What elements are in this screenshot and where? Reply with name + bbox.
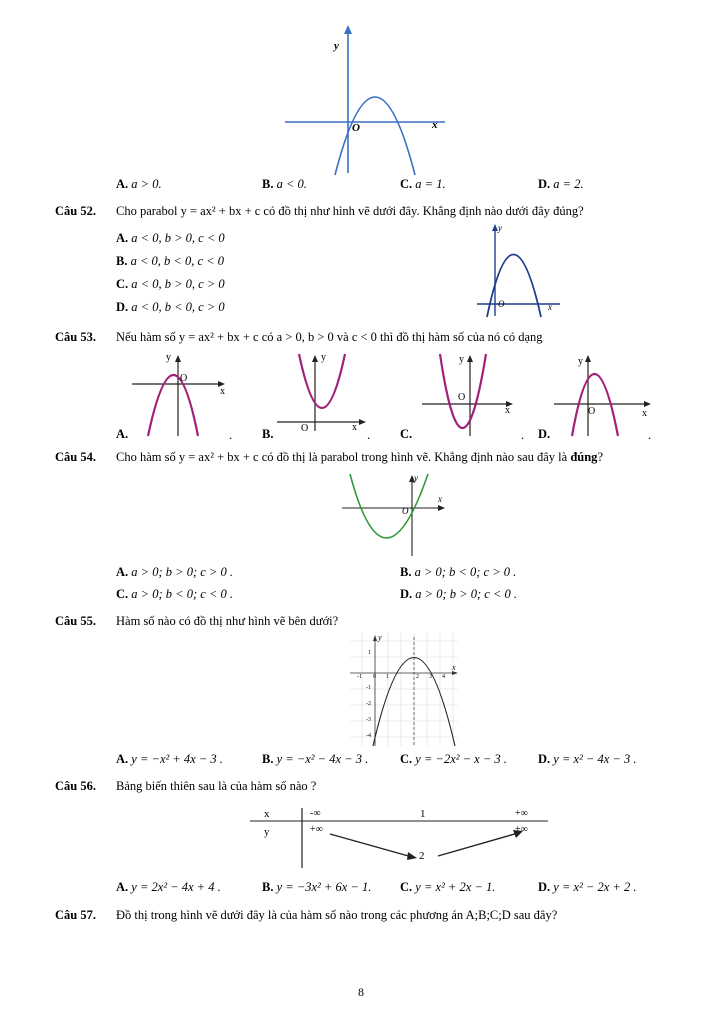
- answer-letter: C.: [116, 587, 129, 601]
- q54-answer-d[interactable]: [400, 587, 517, 602]
- answer-text: a < 0.: [276, 177, 307, 191]
- answer-text: a = 1.: [415, 177, 446, 191]
- answer-letter: B.: [116, 254, 128, 268]
- q56-table-x-1: 1: [420, 808, 426, 820]
- q53-b-origin-label: O: [301, 423, 309, 434]
- q54-graph-origin-label: O: [402, 506, 409, 516]
- q55-tick-y-neg4: -4: [366, 733, 371, 739]
- q53-c-origin-label: O: [458, 392, 466, 403]
- q56-answer-a[interactable]: [116, 880, 221, 895]
- q55-answer-a[interactable]: [116, 752, 223, 767]
- q53-b-x-label: x: [352, 422, 357, 433]
- answer-text: y = x² − 4x − 3 .: [553, 752, 637, 766]
- q53-a-x-label: x: [220, 386, 225, 397]
- q55-tick-y-1: 1: [368, 650, 371, 656]
- q53-graph-c: [420, 352, 520, 437]
- q56-table-x-label: x: [264, 808, 270, 820]
- answer-text: a > 0.: [131, 177, 162, 191]
- q53-d-dot: .: [648, 428, 652, 442]
- q52-answer-d[interactable]: [116, 300, 225, 315]
- q54-text-bold: đúng: [570, 450, 598, 464]
- q51-answer-a[interactable]: [116, 177, 162, 192]
- q56-answer-c[interactable]: [400, 880, 495, 895]
- q52-answer-c[interactable]: [116, 277, 225, 292]
- q51-answer-c[interactable]: [400, 177, 446, 192]
- q55-tick-y-neg2: -2: [366, 701, 371, 707]
- answer-letter: A.: [116, 177, 129, 191]
- q53-b-y-label: y: [321, 352, 326, 363]
- answer-text: y = x² − 2x + 2 .: [553, 880, 637, 894]
- q55-tick-x-0: 0: [373, 674, 376, 680]
- answer-text: a < 0, b < 0, c > 0: [131, 300, 225, 314]
- q54-text-before: Cho hàm số y = ax² + bx + c có đồ thị là parabol trong hình vẽ. Khẳng định nào sau đây là: [116, 450, 571, 464]
- q53-number: Câu 53.: [55, 330, 96, 344]
- answer-letter: C.: [400, 752, 413, 766]
- q56-table-x-pos-inf: +∞: [515, 808, 528, 819]
- q55-tick-x-3: 3: [429, 674, 432, 680]
- q56-table-y-min: 2: [419, 850, 425, 862]
- answer-letter: A.: [116, 231, 129, 245]
- q53-answer-d[interactable]: [538, 427, 550, 442]
- q52-answer-a[interactable]: [116, 231, 225, 246]
- q55-graph-x-label: x: [452, 663, 456, 672]
- q51-graph-x-label: x: [432, 119, 438, 131]
- answer-letter: B.: [262, 752, 274, 766]
- answer-letter: B.: [262, 880, 274, 894]
- q56-answer-b[interactable]: [262, 880, 371, 895]
- q57-question: Đồ thị trong hình vẽ dưới đây là của hàm số nào trong các phương án A;B;C;D sau đây?: [116, 908, 558, 922]
- answer-text: a > 0; b < 0; c > 0 .: [414, 565, 517, 579]
- q55-answer-b[interactable]: [262, 752, 368, 767]
- answer-text: a > 0; b > 0; c > 0 .: [131, 565, 233, 579]
- q53-answer-a[interactable]: [116, 427, 128, 442]
- q53-graph-b: [275, 352, 370, 432]
- answer-text: a < 0, b > 0, c < 0: [131, 231, 225, 245]
- answer-letter: D.: [538, 880, 551, 894]
- q53-answer-b[interactable]: [262, 427, 273, 442]
- q54-answer-c[interactable]: [116, 587, 233, 602]
- answer-text: y = −3x² + 6x − 1.: [276, 880, 372, 894]
- answer-letter: D.: [538, 427, 551, 441]
- q53-c-y-label: y: [459, 354, 464, 365]
- q55-question: Hàm số nào có đồ thị như hình vẽ bên dưới?: [116, 614, 339, 628]
- q55-tick-x-4: 4: [442, 674, 445, 680]
- answer-letter: C.: [400, 880, 413, 894]
- answer-letter: A.: [116, 880, 129, 894]
- q56-variation-table: [250, 806, 550, 870]
- q53-graph-d: [552, 352, 657, 437]
- q53-graph-a: [130, 352, 230, 437]
- q55-graph-y-label: y: [378, 633, 382, 642]
- q56-table-y-pos-inf-left: +∞: [310, 824, 323, 835]
- q51-graph: [280, 25, 450, 175]
- q55-tick-y-neg3: -3: [366, 717, 371, 723]
- q53-b-dot: .: [367, 428, 371, 442]
- answer-text: a > 0; b < 0; c < 0 .: [131, 587, 233, 601]
- q53-c-dot: .: [521, 428, 525, 442]
- answer-letter: D.: [116, 300, 129, 314]
- q55-tick-x-neg1: -1: [357, 674, 362, 680]
- q51-graph-origin-label: O: [352, 122, 360, 134]
- q56-question: Bảng biến thiên sau là của hàm số nào ?: [116, 779, 317, 793]
- answer-letter: C.: [116, 277, 129, 291]
- q53-c-x-label: x: [505, 405, 510, 416]
- answer-letter: C.: [400, 177, 413, 191]
- q55-number: Câu 55.: [55, 614, 96, 628]
- q52-graph-y-label: y: [498, 223, 502, 233]
- q53-a-dot: .: [229, 428, 233, 442]
- q56-answer-d[interactable]: [538, 880, 636, 895]
- answer-text: y = x² + 2x − 1.: [415, 880, 496, 894]
- answer-letter: D.: [538, 177, 551, 191]
- q53-d-x-label: x: [642, 408, 647, 419]
- q54-answer-b[interactable]: [400, 565, 516, 580]
- q51-answer-b[interactable]: [262, 177, 307, 192]
- q54-answer-a[interactable]: [116, 565, 233, 580]
- q55-tick-y-neg1: -1: [366, 685, 371, 691]
- answer-text: a < 0, b < 0, c < 0: [130, 254, 224, 268]
- answer-letter: A.: [116, 427, 129, 441]
- q56-table-y-label: y: [264, 826, 270, 838]
- q54-graph-y-label: y: [414, 473, 418, 483]
- q52-number: Câu 52.: [55, 204, 96, 218]
- q57-number: Câu 57.: [55, 908, 96, 922]
- answer-letter: A.: [116, 752, 129, 766]
- q55-answer-c[interactable]: [400, 752, 507, 767]
- answer-text: y = −x² + 4x − 3 .: [131, 752, 223, 766]
- q55-tick-x-2: 2: [416, 674, 419, 680]
- q55-answer-d[interactable]: [538, 752, 636, 767]
- q54-graph-x-label: x: [438, 494, 442, 504]
- q52-question: Cho parabol y = ax² + bx + c có đồ thị như hình vẽ dưới đây. Khẳng định nào dưới đây đúng?: [116, 204, 584, 218]
- answer-letter: B.: [262, 177, 274, 191]
- answer-text: a > 0; b > 0; c < 0 .: [415, 587, 517, 601]
- q54-number: Câu 54.: [55, 450, 96, 464]
- q52-answer-b[interactable]: [116, 254, 224, 269]
- q54-graph: [340, 472, 450, 557]
- page-number: 8: [358, 985, 364, 999]
- q53-d-origin-label: O: [588, 406, 596, 417]
- answer-text: a = 2.: [553, 177, 584, 191]
- answer-letter: B.: [262, 427, 274, 441]
- answer-text: y = −x² − 4x − 3 .: [276, 752, 369, 766]
- q53-a-origin-label: O: [180, 373, 188, 384]
- q54-text-after: ?: [597, 450, 603, 464]
- q53-d-y-label: y: [578, 356, 583, 367]
- q56-table-x-neg-inf: -∞: [310, 808, 321, 819]
- q52-graph-origin-label: O: [498, 299, 505, 309]
- answer-letter: B.: [400, 565, 412, 579]
- q53-question: Nếu hàm số y = ax² + bx + c có a > 0, b > 0 và c < 0 thì đồ thị hàm số của nó có dạng: [116, 330, 543, 344]
- q51-answer-d[interactable]: [538, 177, 584, 192]
- q53-a-y-label: y: [166, 352, 171, 363]
- answer-letter: D.: [400, 587, 413, 601]
- q53-answer-c[interactable]: [400, 427, 412, 442]
- answer-text: y = −2x² − x − 3 .: [415, 752, 507, 766]
- answer-letter: C.: [400, 427, 413, 441]
- q55-tick-x-1: 1: [386, 674, 389, 680]
- q56-table-y-pos-inf-right: +∞: [515, 824, 528, 835]
- answer-letter: D.: [538, 752, 551, 766]
- q51-graph-y-label: y: [334, 40, 339, 52]
- q56-number: Câu 56.: [55, 779, 96, 793]
- q52-graph-x-label: x: [548, 302, 552, 312]
- answer-text: a < 0, b > 0, c > 0: [131, 277, 225, 291]
- answer-letter: A.: [116, 565, 129, 579]
- q54-question: [116, 450, 603, 465]
- answer-text: y = 2x² − 4x + 4 .: [131, 880, 221, 894]
